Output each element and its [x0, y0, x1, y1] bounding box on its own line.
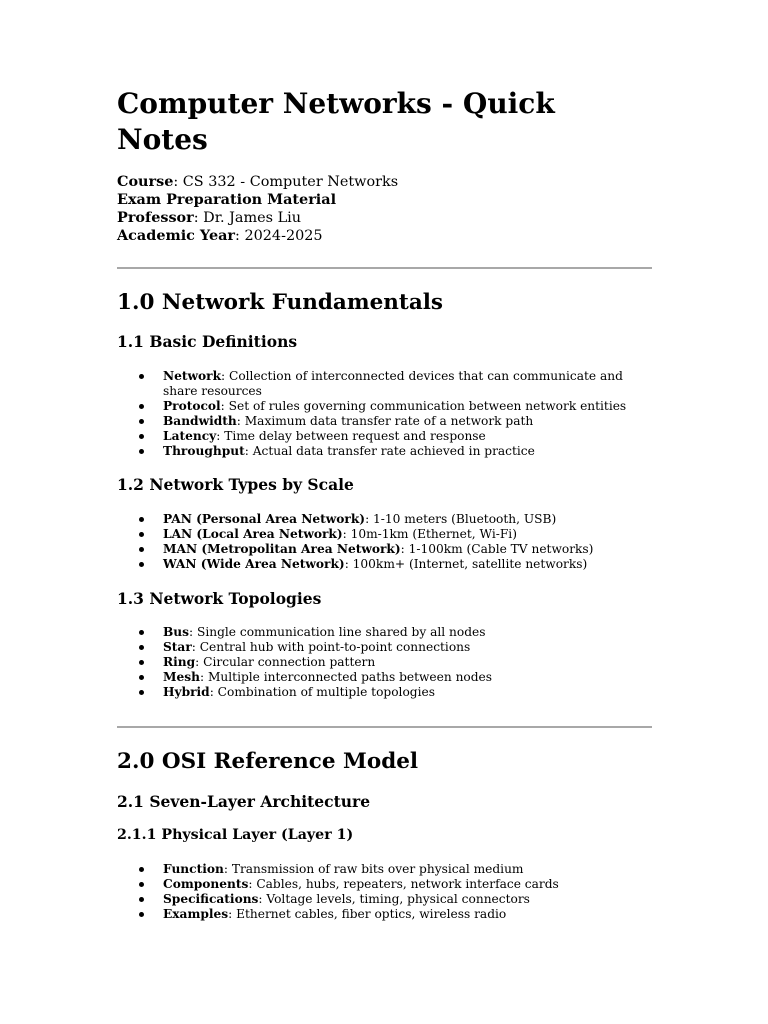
year-label: Academic Year	[117, 227, 236, 244]
list-item	[139, 414, 629, 429]
list-item	[139, 640, 629, 655]
item-desc: Combination of multiple topologies	[213, 685, 435, 699]
item-separator: :	[228, 907, 233, 921]
item-separator: :	[189, 625, 194, 639]
item-term: Latency	[163, 429, 217, 443]
item-term: Ring	[163, 655, 196, 669]
list-item	[139, 655, 629, 670]
bullet-icon	[139, 532, 144, 537]
item-term: Function	[163, 862, 224, 876]
course-info	[117, 173, 398, 245]
material-row	[117, 191, 398, 209]
bullet-icon	[139, 912, 144, 917]
item-term: LAN (Local Area Network)	[163, 527, 343, 541]
bullet-icon	[139, 419, 144, 424]
item-term: Specifications	[163, 892, 259, 906]
bullet-icon	[139, 882, 144, 887]
item-desc: 1-100km (Cable TV networks)	[404, 542, 594, 556]
list-item	[139, 557, 629, 572]
item-desc: Single communication line shared by all nodes	[193, 625, 486, 639]
bullet-icon	[139, 547, 144, 552]
list-item	[139, 625, 629, 640]
list-item	[139, 444, 629, 459]
item-term: Hybrid	[163, 685, 210, 699]
bullet-icon	[139, 630, 144, 635]
bullet-icon	[139, 434, 144, 439]
section-heading-2: 2.0 OSI Reference Model	[117, 749, 419, 774]
topologies-list	[139, 625, 629, 700]
bullet-icon	[139, 690, 144, 695]
item-separator: :	[365, 512, 370, 526]
list-item	[139, 862, 629, 877]
list-item	[139, 527, 629, 542]
list-item	[139, 399, 629, 414]
bullet-icon	[139, 404, 144, 409]
list-item	[139, 907, 629, 922]
item-separator: :	[195, 655, 200, 669]
item-term: Bus	[163, 625, 190, 639]
list-item	[139, 429, 629, 444]
item-desc: Set of rules governing communication between network entities	[224, 399, 627, 413]
item-separator: :	[221, 369, 226, 383]
course-label: Course	[117, 173, 174, 190]
item-term: MAN (Metropolitan Area Network)	[163, 542, 401, 556]
bullet-icon	[139, 675, 144, 680]
physical-layer-list	[139, 862, 629, 922]
item-desc: 100km+ (Internet, satellite networks)	[348, 557, 588, 571]
item-desc: Maximum data transfer rate of a network path	[240, 414, 534, 428]
section-divider	[117, 726, 652, 728]
list-item	[139, 369, 629, 399]
item-term: Bandwidth	[163, 414, 237, 428]
item-separator: :	[244, 444, 249, 458]
document-title: Computer Networks - Quick Notes	[117, 87, 555, 156]
bullet-icon	[139, 660, 144, 665]
item-term: Mesh	[163, 670, 200, 684]
item-desc: Central hub with point-to-point connections	[195, 640, 471, 654]
list-item	[139, 542, 629, 557]
item-term: Protocol	[163, 399, 221, 413]
item-desc: Multiple interconnected paths between nodes	[204, 670, 493, 684]
bullet-icon	[139, 449, 144, 454]
item-term: Components	[163, 877, 249, 891]
course-row: Course: CS 332 - Computer Networks	[117, 173, 399, 190]
bullet-icon	[139, 374, 144, 379]
list-item	[139, 512, 629, 527]
subsection-heading-1-2: 1.2 Network Types by Scale	[117, 475, 354, 494]
item-separator: :	[236, 414, 241, 428]
bullet-icon	[139, 562, 144, 567]
item-separator: :	[209, 685, 214, 699]
bullet-icon	[139, 897, 144, 902]
subsection-heading-2-1: 2.1 Seven-Layer Architecture	[117, 792, 371, 811]
item-desc: Actual data transfer rate achieved in practice	[248, 444, 535, 458]
course-value: CS 332 - Computer Networks	[182, 174, 399, 190]
bullet-icon	[139, 645, 144, 650]
item-desc: 10m-1km (Ethernet, Wi-Fi)	[346, 527, 517, 541]
material-label: Exam Preparation Material	[117, 191, 337, 208]
subsubsection-heading-2-1-1: 2.1.1 Physical Layer (Layer 1)	[117, 827, 354, 843]
professor-value: Dr. James Liu	[203, 210, 302, 226]
item-separator: :	[248, 877, 253, 891]
item-desc: Cables, hubs, repeaters, network interface cards	[252, 877, 559, 891]
item-term: WAN (Wide Area Network)	[163, 557, 345, 571]
list-item	[139, 685, 629, 700]
item-separator: :	[223, 862, 228, 876]
definitions-list	[139, 369, 629, 459]
section-heading-1: 1.0 Network Fundamentals	[117, 290, 444, 315]
item-separator: :	[400, 542, 405, 556]
item-separator: :	[199, 670, 205, 684]
item-desc: Collection of interconnected devices that can communicate and share resources	[163, 369, 623, 398]
professor-label: Professor	[117, 209, 194, 226]
item-term: Examples	[163, 907, 229, 921]
item-desc: 1-10 meters (Bluetooth, USB)	[369, 512, 557, 526]
item-desc: Ethernet cables, fiber optics, wireless radio	[232, 907, 507, 921]
bullet-icon	[139, 517, 144, 522]
item-term: Star	[163, 640, 192, 654]
item-term: PAN (Personal Area Network)	[163, 512, 366, 526]
item-desc: Voltage levels, timing, physical connectors	[262, 892, 530, 906]
item-separator: :	[344, 557, 349, 571]
item-separator: :	[216, 429, 221, 443]
item-separator: :	[191, 640, 196, 654]
item-separator: :	[258, 892, 263, 906]
item-term: Network	[163, 369, 222, 383]
item-desc: Circular connection pattern	[199, 655, 376, 669]
subsection-heading-1-3: 1.3 Network Topologies	[117, 589, 322, 608]
subsection-heading-1-1: 1.1 Basic Definitions	[117, 332, 298, 351]
list-item	[139, 877, 629, 892]
item-term: Throughput	[163, 444, 245, 458]
professor-row: Professor: Dr. James Liu	[117, 209, 302, 226]
list-item	[139, 670, 629, 685]
section-divider	[117, 267, 652, 269]
list-item	[139, 892, 629, 907]
item-desc: Transmission of raw bits over physical medium	[227, 862, 524, 876]
item-desc: Time delay between request and response	[220, 429, 486, 443]
network-types-list	[139, 512, 629, 572]
bullet-icon	[139, 867, 144, 872]
item-separator: :	[220, 399, 225, 413]
year-row: Academic Year: 2024-2025	[117, 227, 323, 244]
year-value: 2024-2025	[244, 228, 323, 244]
item-separator: :	[342, 527, 347, 541]
